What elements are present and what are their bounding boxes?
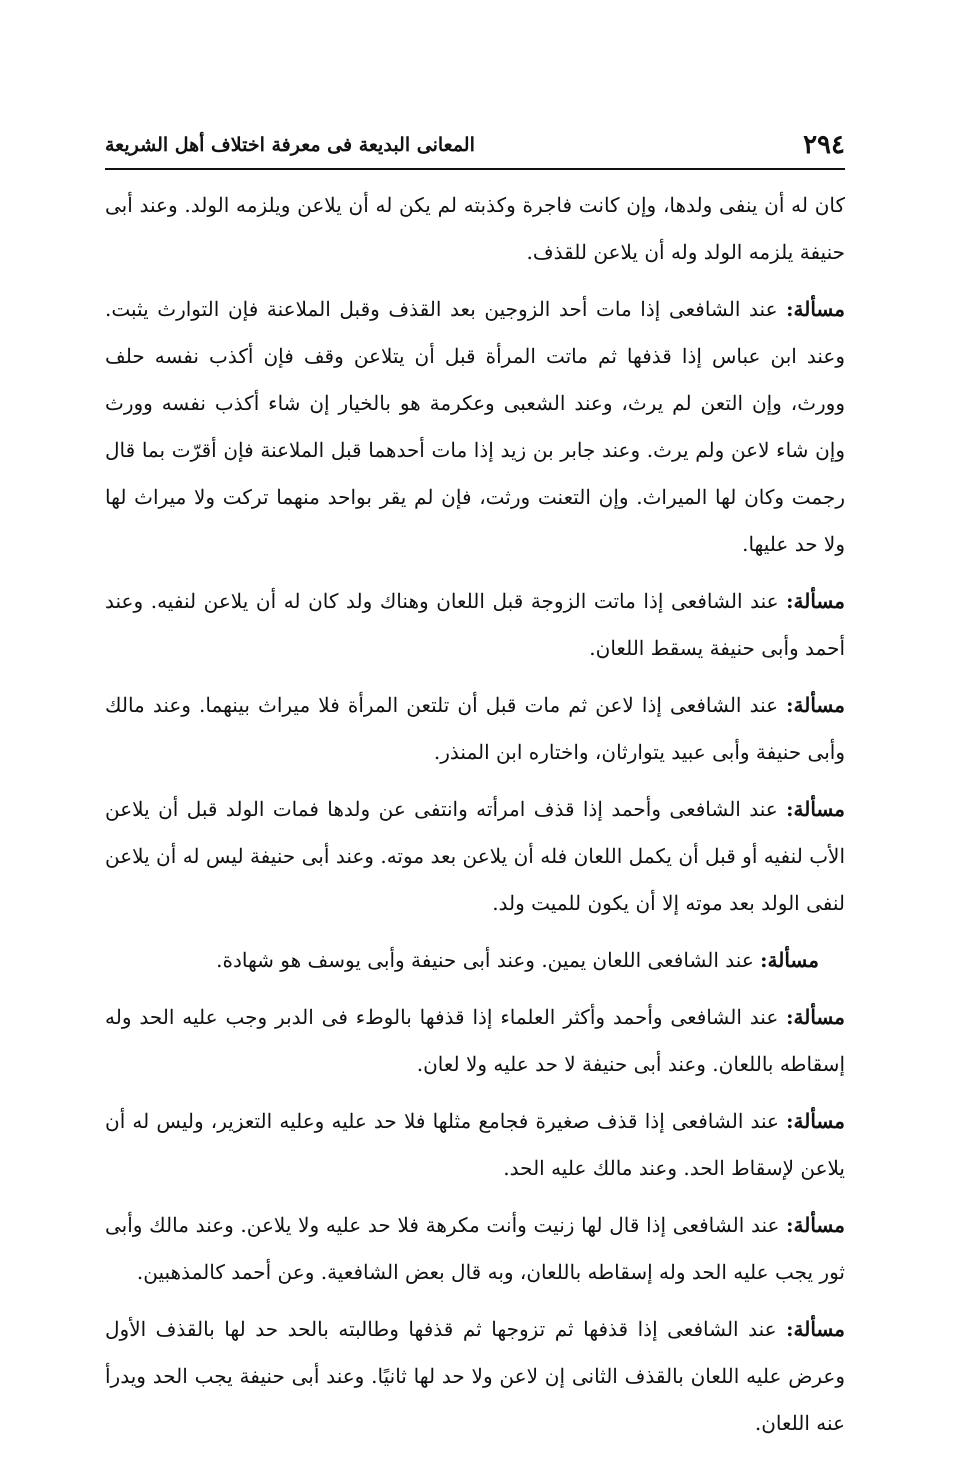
paragraph-text: عند الشافعى اللعان يمين. وعند أبى حنيفة وأبى يوسف هو شهادة. — [216, 948, 761, 972]
masala-label: مسألة: — [786, 1317, 845, 1341]
page-number: ٢٩٤ — [803, 130, 845, 160]
page-body — [105, 182, 845, 1457]
masala-label: مسألة: — [786, 693, 845, 717]
paragraph — [105, 682, 845, 776]
paragraph — [105, 994, 845, 1088]
paragraph-text: عند الشافعى إذا ماتت الزوجة قبل اللعان وهناك ولد كان له أن يلاعن لنفيه. وعند أحمد وأبى حنيفة يسقط اللعان. — [105, 589, 845, 660]
paragraph-text: عند الشافعى إذا قال لها زنيت وأنت مكرهة فلا حد عليه ولا يلاعن. وعند مالك وأبى ثور يجب عليه الحد وله إسقاطه باللعان، وبه قال بعض الشافعية. وعن أحمد كالمذهبين. — [105, 1213, 845, 1284]
masala-label: مسألة: — [786, 297, 845, 321]
masala-label: مسألة: — [786, 589, 845, 613]
masala-label: مسألة: — [786, 1213, 845, 1237]
paragraph — [105, 1202, 845, 1296]
paragraph — [105, 937, 845, 984]
paragraph — [105, 182, 845, 276]
masala-label: مسألة: — [786, 1109, 845, 1133]
paragraph-text: عند الشافعى إذا مات أحد الزوجين بعد القذف وقبل الملاعنة فإن التوارث يثبت. وعند ابن عباس إذا قذفها ثم ماتت المرأة قبل أن يتلاعن وقف فإن أكذب نفسه حلف وورث، وإن التعن لم يرث، وعند الشعبى وعكرمة هو بالخيار إن شاء أكذب نفسه وورث وإن شاء لاعن ولم يرث. وعند جابر بن زيد إذا مات أحدهما قبل الملاعنة فإن أقرّت بما قال رجمت وكان لها الميراث. وإن التعنت ورثت، فإن لم يقر بواحد منهما تركت ولا ميراث لها ولا حد عليها. — [105, 297, 845, 556]
paragraph-text: كان له أن ينفى ولدها، وإن كانت فاجرة وكذبته لم يكن له أن يلاعن ويلزمه الولد. وعند أبى حنيفة يلزمه الولد وله أن يلاعن للقذف. — [105, 193, 845, 264]
paragraph — [105, 578, 845, 672]
paragraph-text: عند الشافعى وأحمد إذا قذف امرأته وانتفى عن ولدها فمات الولد قبل أن يلاعن الأب لنفيه أو قبل أن يكمل اللعان فله أن يلاعن بعد موته. وعند أبى حنيفة ليس له أن يلاعن لنفى الولد بعد موته إلا أن يكون للميت ولد. — [105, 797, 845, 915]
paragraph — [105, 286, 845, 568]
paragraph — [105, 1098, 845, 1192]
masala-label: مسألة: — [786, 1005, 845, 1029]
paragraph — [105, 1306, 845, 1447]
paragraph — [105, 786, 845, 927]
paragraph-text: عند الشافعى إذا قذف صغيرة فجامع مثلها فلا حد عليه وعليه التعزير، وليس له أن يلاعن لإسقاط الحد. وعند مالك عليه الحد. — [105, 1109, 845, 1180]
paragraph-text: عند الشافعى وأحمد وأكثر العلماء إذا قذفها بالوطء فى الدبر وجب عليه الحد وله إسقاطه باللعان. وعند أبى حنيفة لا حد عليه ولا لعان. — [105, 1005, 845, 1076]
running-title: المعانى البديعة فى معرفة اختلاف أهل الشريعة — [105, 134, 475, 156]
page-header — [105, 128, 845, 170]
masala-label: مسألة: — [786, 797, 845, 821]
paragraph-text: عند الشافعى إذا لاعن ثم مات قبل أن تلتعن المرأة فلا ميراث بينهما. وعند مالك وأبى حنيفة وأبى عبيد يتوارثان، واختاره ابن المنذر. — [105, 693, 845, 764]
masala-label: مسألة: — [760, 948, 819, 972]
paragraph-text: عند الشافعى إذا قذفها ثم تزوجها ثم قذفها وطالبته بالحد حد لها بالقذف الأول وعرض عليه اللعان بالقذف الثانى إن لاعن ولا حد لها ثانيًا. وعند أبى حنيفة يجب الحد ويدرأ عنه اللعان. — [105, 1317, 845, 1435]
